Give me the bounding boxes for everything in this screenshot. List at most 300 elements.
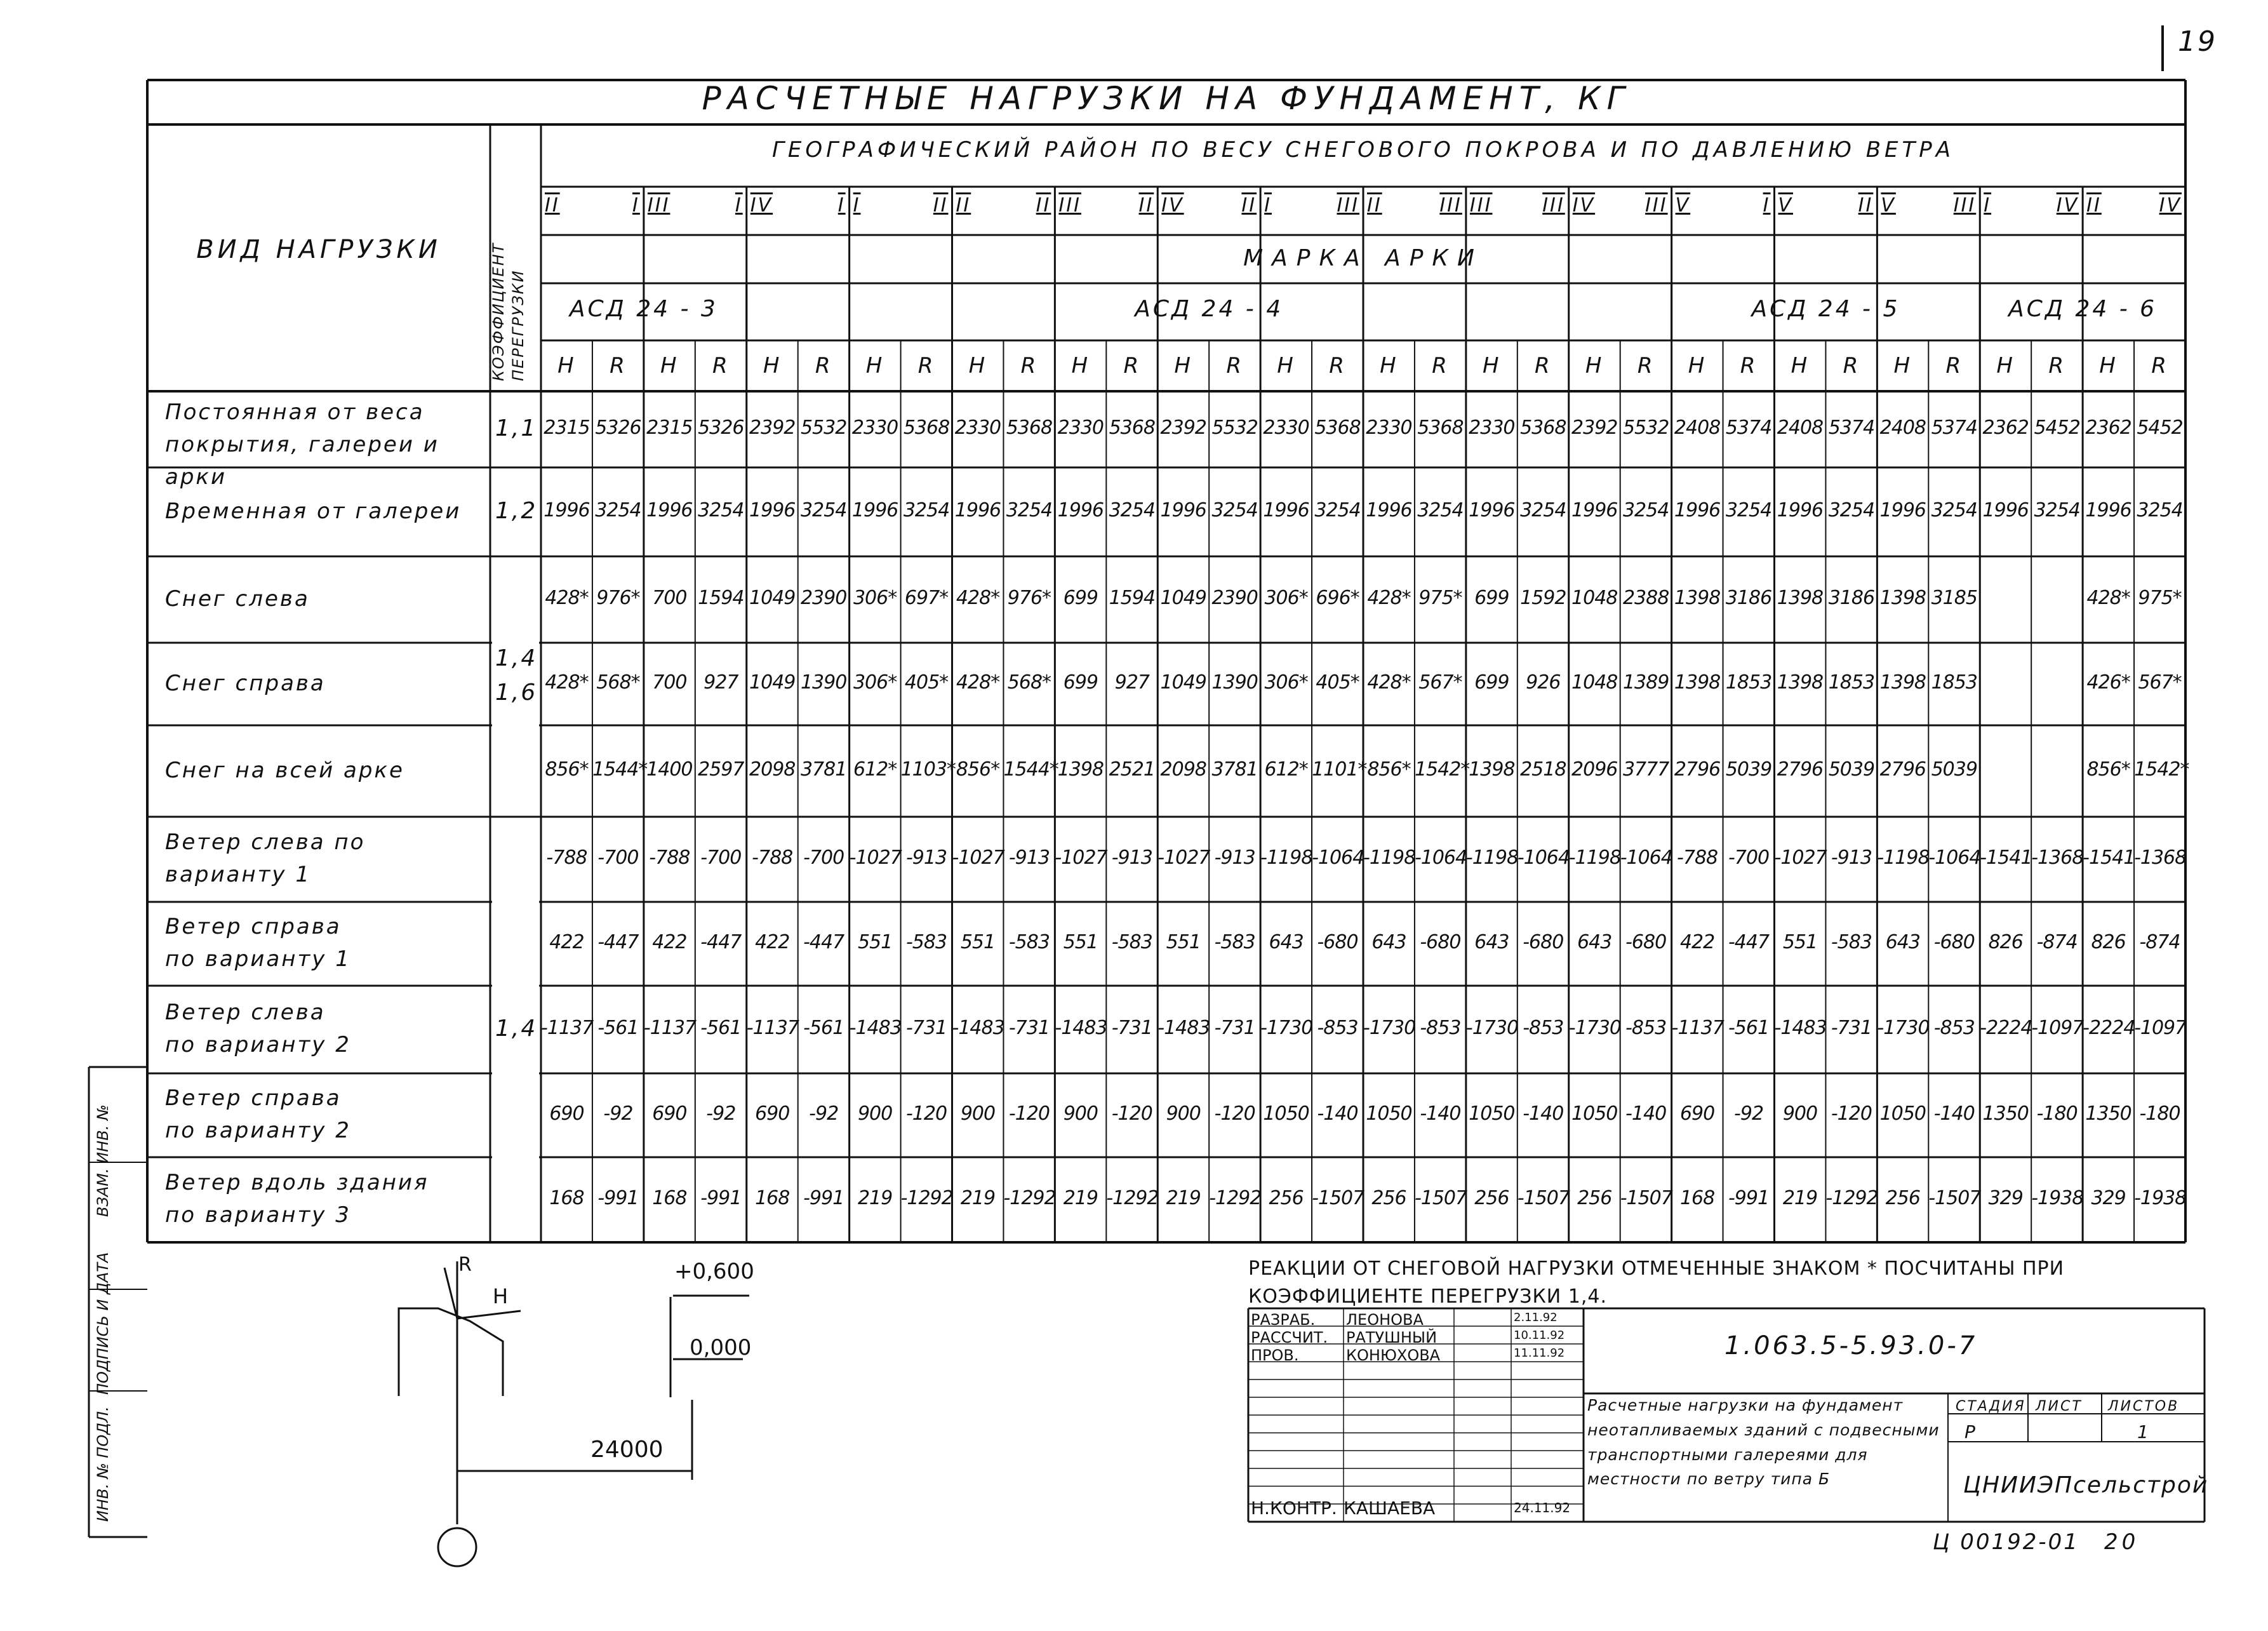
table-cell: 2796 [1777, 758, 1824, 781]
region-cell-left: I [1984, 194, 1992, 217]
table-cell: 168 [755, 1187, 790, 1209]
arch-group-label: АСД 24 - 3 [569, 296, 718, 322]
table-cell: -731 [1214, 1017, 1255, 1039]
norm-control-date: 24.11.92 [1514, 1500, 1571, 1515]
table-cell: 3254 [903, 499, 950, 521]
r-column-label: R [1637, 353, 1655, 379]
table-cell: 1996 [954, 499, 1001, 521]
table-cell: 2518 [1520, 758, 1566, 781]
region-cell-right: III [1337, 194, 1359, 217]
document-code: 1.063.5-5.93.0-7 [1724, 1331, 1978, 1360]
table-cell: -1730 [1568, 1017, 1621, 1039]
table-cell: 422 [549, 931, 584, 953]
table-cell: -447 [803, 931, 844, 953]
table-cell: -874 [2139, 931, 2180, 953]
table-cell: 5039 [1931, 758, 1977, 781]
table-cell: 1398 [1469, 758, 1515, 781]
table-cell: -788 [546, 847, 587, 869]
table-cell: -680 [1420, 931, 1461, 953]
region-cell-right: IV [2056, 194, 2079, 217]
title-block-name: РАТУШНЫЙ [1346, 1329, 1438, 1346]
table-cell: 2330 [1366, 417, 1412, 439]
table-cell: -92 [809, 1103, 839, 1125]
table-cell: 700 [652, 671, 687, 694]
region-cell-right: IV [2159, 194, 2182, 217]
table-cell: -140 [1523, 1103, 1564, 1125]
table-cell: 1996 [1057, 499, 1104, 521]
table-cell: 1996 [1469, 499, 1515, 521]
table-cell: -1483 [849, 1017, 902, 1039]
arch-brand-header: МАРКА АРКИ [1243, 245, 1483, 271]
table-cell: -1368 [2134, 847, 2187, 869]
table-cell: 256 [1269, 1187, 1304, 1209]
document-number: Ц 00192-01 [1933, 1529, 2079, 1555]
norm-control-role: Н.КОНТР. [1251, 1498, 1337, 1519]
side-stamp-replace: ВЗАМ. ИНВ. № [94, 1104, 112, 1217]
row-label: Ветер справа по варианту 2 [165, 1085, 351, 1143]
table-cell: -991 [700, 1187, 742, 1209]
table-cell: 5368 [1314, 417, 1361, 439]
title-block-date: 10.11.92 [1514, 1329, 1565, 1342]
table-cell: 1544* [1003, 758, 1058, 781]
table-cell: 1544* [592, 758, 648, 781]
r-column-label: R [712, 353, 730, 379]
table-cell: 2096 [1571, 758, 1618, 781]
table-cell: -140 [1625, 1103, 1667, 1125]
table-cell: -913 [1111, 847, 1152, 869]
table-cell: -180 [2139, 1103, 2180, 1125]
table-cell: -120 [1214, 1103, 1255, 1125]
table-cell: 306* [1264, 587, 1308, 609]
table-cell: 5039 [1725, 758, 1772, 781]
table-cell: 856* [956, 758, 1000, 781]
table-cell: 256 [1371, 1187, 1406, 1209]
table-cell: 1050 [1571, 1103, 1618, 1125]
r-column-label: R [815, 353, 832, 379]
table-cell: -140 [1933, 1103, 1975, 1125]
table-cell: -1541 [1980, 847, 2032, 869]
table-cell: 2597 [698, 758, 744, 781]
table-cell: -447 [700, 931, 742, 953]
table-cell: -561 [1728, 1017, 1770, 1039]
table-cell: 1996 [749, 499, 796, 521]
table-cell: -680 [1523, 931, 1564, 953]
table-cell: -1730 [1465, 1017, 1519, 1039]
table-cell: 428* [545, 587, 589, 609]
table-cell: -1507 [1620, 1187, 1672, 1209]
table-cell: 643 [1885, 931, 1920, 953]
table-cell: -561 [803, 1017, 844, 1039]
table-cell: -2224 [1980, 1017, 2032, 1039]
table-cell: -1938 [2031, 1187, 2084, 1209]
table-cell: -92 [1734, 1103, 1764, 1125]
table-cell: -731 [1831, 1017, 1872, 1039]
region-cell-right: III [1542, 194, 1565, 217]
table-cell: 856* [2086, 758, 2130, 781]
table-cell: 3777 [1622, 758, 1669, 781]
r-column-label: R [1123, 353, 1141, 379]
region-cell-left: IV [750, 194, 773, 217]
region-cell-left: III [1469, 194, 1493, 217]
title-block-role: РАЗРАБ. [1251, 1311, 1316, 1329]
h-column-label: H [1071, 353, 1090, 379]
table-cell: 690 [1679, 1103, 1715, 1125]
region-cell-left: III [647, 194, 670, 217]
region-cell-right: I [632, 194, 640, 217]
title-block-date: 2.11.92 [1514, 1311, 1558, 1324]
table-cell: 5374 [1725, 417, 1772, 439]
table-cell: 2330 [1057, 417, 1104, 439]
table-cell: -1292 [1003, 1187, 1056, 1209]
level-top-label: +0,600 [674, 1259, 754, 1284]
table-cell: -913 [1831, 847, 1872, 869]
table-cell: -1730 [1877, 1017, 1930, 1039]
table-cell: 5374 [1828, 417, 1875, 439]
row-label: Ветер слева по варианту 2 [165, 1000, 351, 1057]
table-cell: -853 [1625, 1017, 1667, 1039]
table-cell: -1292 [1209, 1187, 1262, 1209]
snow-coefficient: 1,4 1,6 [495, 645, 538, 706]
table-cell: 696* [1316, 587, 1359, 609]
table-cell: 219 [960, 1187, 996, 1209]
table-cell: 1996 [2085, 499, 2131, 521]
sheets-value: 1 [2137, 1421, 2151, 1442]
title-block-name: ЛЕОНОВА [1346, 1311, 1424, 1329]
table-cell: -583 [905, 931, 947, 953]
table-cell: 900 [1166, 1103, 1201, 1125]
table-cell: 428* [2086, 587, 2130, 609]
table-cell: 1050 [1879, 1103, 1926, 1125]
table-cell: 1853 [1828, 671, 1875, 694]
table-cell: 2098 [749, 758, 796, 781]
table-cell: 256 [1577, 1187, 1612, 1209]
region-cell-left: II [545, 194, 560, 217]
table-cell: 3254 [1314, 499, 1361, 521]
table-cell: -180 [2036, 1103, 2078, 1125]
table-cell: 405* [904, 671, 949, 694]
table-cell: -1027 [1774, 847, 1827, 869]
table-cell: 5368 [1417, 417, 1464, 439]
table-cell: 5532 [800, 417, 847, 439]
region-cell-right: II [1036, 194, 1051, 217]
table-cell: 2315 [646, 417, 693, 439]
table-cell: -1507 [1414, 1187, 1467, 1209]
table-cell: -92 [706, 1103, 736, 1125]
table-cell: -1198 [1877, 847, 1930, 869]
table-cell: 567* [2138, 671, 2182, 694]
table-cell: 1853 [1931, 671, 1977, 694]
table-cell: -853 [1317, 1017, 1358, 1039]
table-cell: 219 [1782, 1187, 1818, 1209]
table-cell: -140 [1420, 1103, 1461, 1125]
table-cell: 3781 [1211, 758, 1258, 781]
table-cell: 2392 [1571, 417, 1618, 439]
table-cell: 1996 [1263, 499, 1309, 521]
table-cell: 329 [2091, 1187, 2126, 1209]
table-cell: 568* [596, 671, 640, 694]
table-cell: -583 [1831, 931, 1872, 953]
r-column-label: R [1740, 353, 1758, 379]
h-column-label: H [1380, 353, 1398, 379]
load-type-header: ВИД НАГРУЗКИ [196, 235, 441, 264]
region-cell-right: III [1645, 194, 1668, 217]
side-stamp-inv: ИНВ. № ПОДЛ. [94, 1406, 112, 1522]
row-coefficient: 1,1 [495, 415, 538, 441]
table-cell: 1853 [1725, 671, 1772, 694]
table-cell: 3254 [2137, 499, 2183, 521]
table-cell: 2390 [800, 587, 847, 609]
table-cell: -1507 [1517, 1187, 1570, 1209]
title-block-role: ПРОВ. [1251, 1346, 1299, 1364]
table-cell: 168 [652, 1187, 687, 1209]
table-cell: 567* [1418, 671, 1462, 694]
table-cell: 1398 [1879, 587, 1926, 609]
table-cell: 422 [652, 931, 687, 953]
table-cell: 1050 [1469, 1103, 1515, 1125]
table-cell: -874 [2036, 931, 2078, 953]
r-column-label: R [2151, 353, 2168, 379]
region-cell-left: V [1881, 194, 1896, 217]
table-cell: -1198 [1568, 847, 1621, 869]
table-cell: 1592 [1520, 587, 1566, 609]
table-cell: 1996 [851, 499, 898, 521]
table-cell: 3254 [1520, 499, 1566, 521]
table-cell: 551 [960, 931, 996, 953]
table-cell: 2098 [1160, 758, 1206, 781]
sheets-label: ЛИСТОВ [2108, 1399, 2180, 1414]
table-cell: -1064 [1517, 847, 1570, 869]
table-cell: 976* [1007, 587, 1051, 609]
h-column-label: H [2099, 353, 2118, 379]
table-cell: 5326 [698, 417, 744, 439]
table-cell: 3185 [1931, 587, 1977, 609]
table-cell: 422 [755, 931, 790, 953]
table-cell: -731 [1008, 1017, 1050, 1039]
table-cell: -1137 [746, 1017, 799, 1039]
table-cell: -2224 [2083, 1017, 2135, 1039]
table-cell: -447 [1728, 931, 1770, 953]
table-cell: 1050 [1263, 1103, 1309, 1125]
table-cell: 900 [857, 1103, 893, 1125]
table-cell: 927 [704, 671, 738, 694]
table-cell: 5368 [903, 417, 950, 439]
table-cell: 2362 [2085, 417, 2131, 439]
table-cell: 1398 [1674, 671, 1721, 694]
table-cell: 1996 [1160, 499, 1206, 521]
table-cell: 699 [1063, 587, 1098, 609]
r-column-label: R [1945, 353, 1963, 379]
table-cell: -1198 [1260, 847, 1313, 869]
h-column-label: H [1688, 353, 1707, 379]
table-cell: 5532 [1622, 417, 1669, 439]
table-cell: 551 [1063, 931, 1098, 953]
table-cell: 551 [1782, 931, 1818, 953]
table-cell: 900 [1063, 1103, 1098, 1125]
table-cell: -913 [905, 847, 947, 869]
table-cell: 3254 [1417, 499, 1464, 521]
table-cell: 3186 [1828, 587, 1875, 609]
table-cell: 256 [1885, 1187, 1920, 1209]
table-cell: 3254 [1109, 499, 1155, 521]
table-cell: 3254 [1725, 499, 1772, 521]
table-cell: -1292 [900, 1187, 953, 1209]
table-cell: 643 [1474, 931, 1509, 953]
row-label: Ветер справа по варианту 1 [165, 914, 351, 972]
r-column-label: R [1432, 353, 1449, 379]
table-cell: -1483 [952, 1017, 1004, 1039]
table-cell: 5368 [1006, 417, 1053, 439]
table-cell: -1097 [2031, 1017, 2084, 1039]
table-cell: 5452 [2034, 417, 2080, 439]
table-cell: 568* [1007, 671, 1051, 694]
table-cell: -1198 [1363, 847, 1416, 869]
table-cell: -680 [1625, 931, 1667, 953]
table-cell: 643 [1371, 931, 1406, 953]
region-cell-right: II [933, 194, 949, 217]
table-cell: -1027 [1157, 847, 1210, 869]
table-cell: 3254 [2034, 499, 2080, 521]
reaction-r-label: R [458, 1254, 472, 1276]
table-cell: -1137 [643, 1017, 697, 1039]
table-cell: 2392 [749, 417, 796, 439]
table-cell: -700 [803, 847, 844, 869]
table-cell: -1027 [1055, 847, 1107, 869]
table-cell: 2362 [1982, 417, 2029, 439]
region-cell-right: II [1241, 194, 1257, 217]
table-cell: 1398 [1777, 587, 1824, 609]
table-cell: 306* [853, 671, 897, 694]
table-cell: -583 [1111, 931, 1152, 953]
table-cell: 3254 [698, 499, 744, 521]
title-block-date: 11.11.92 [1514, 1346, 1565, 1360]
arch-group-label: АСД 24 - 5 [1751, 296, 1900, 322]
table-cell: 1049 [1160, 587, 1206, 609]
table-cell: 690 [549, 1103, 584, 1125]
arch-group-label: АСД 24 - 6 [2008, 296, 2158, 322]
region-cell-right: I [1763, 194, 1771, 217]
table-cell: -1027 [952, 847, 1004, 869]
table-cell: 612* [853, 758, 897, 781]
table-cell: 3781 [800, 758, 847, 781]
table-cell: 2408 [1777, 417, 1824, 439]
h-column-label: H [968, 353, 987, 379]
table-cell: 551 [857, 931, 893, 953]
document-description: Расчетные нагрузки на фундамент неотапливаемых зданий с подвесными транспортными галереями для местности по ветру типа Б [1587, 1396, 1940, 1489]
table-cell: 856* [545, 758, 589, 781]
table-cell: -120 [1831, 1103, 1872, 1125]
table-cell: 428* [956, 587, 1000, 609]
table-cell: -1368 [2031, 847, 2084, 869]
row-label: Ветер вдоль здания по варианту 3 [165, 1170, 429, 1228]
table-cell: 3186 [1725, 587, 1772, 609]
table-cell: 2390 [1211, 587, 1258, 609]
stage-value: Р [1964, 1421, 1977, 1442]
r-column-label: R [1020, 353, 1038, 379]
h-column-label: H [660, 353, 679, 379]
table-cell: 2330 [1263, 417, 1309, 439]
table-cell: 826 [2091, 931, 2126, 953]
region-cell-right: I [735, 194, 743, 217]
table-cell: 219 [857, 1187, 893, 1209]
region-cell-left: II [956, 194, 971, 217]
table-cell: -788 [649, 847, 690, 869]
table-cell: 3254 [1828, 499, 1875, 521]
table-cell: 5368 [1109, 417, 1155, 439]
table-cell: 927 [1114, 671, 1149, 694]
table-cell: 690 [652, 1103, 687, 1125]
table-cell: 3254 [595, 499, 641, 521]
table-cell: -913 [1008, 847, 1050, 869]
table-cell: -700 [1728, 847, 1770, 869]
table-cell: -731 [1111, 1017, 1152, 1039]
row-label: Постоянная от веса покрытия, галереи и арки [165, 399, 439, 490]
table-cell: -1292 [1106, 1187, 1159, 1209]
row-coefficient: 1,2 [495, 498, 538, 524]
region-cell-left: II [2086, 194, 2102, 217]
table-cell: -92 [603, 1103, 633, 1125]
table-cell: -1541 [2083, 847, 2135, 869]
table-cell: 699 [1474, 671, 1509, 694]
h-column-label: H [1483, 353, 1501, 379]
region-cell-right: III [1439, 194, 1462, 217]
table-cell: -680 [1317, 931, 1358, 953]
table-cell: 2330 [1469, 417, 1515, 439]
reaction-h-label: H [493, 1284, 509, 1308]
table-cell: 3254 [1622, 499, 1669, 521]
table-cell: -447 [597, 931, 639, 953]
table-cell: 1103* [900, 758, 956, 781]
region-cell-left: I [1264, 194, 1272, 217]
table-cell: 1398 [1674, 587, 1721, 609]
table-cell: 2330 [954, 417, 1001, 439]
row-label: Снег на всей арке [165, 758, 404, 783]
region-cell-left: I [853, 194, 861, 217]
page-number: 19 [2178, 25, 2217, 58]
table-cell: 1350 [1982, 1103, 2029, 1125]
table-cell: 1996 [1777, 499, 1824, 521]
table-cell: -913 [1214, 847, 1255, 869]
region-header: ГЕОГРАФИЧЕСКИЙ РАЙОН ПО ВЕСУ СНЕГОВОГО ПОКРОВА И ПО ДАВЛЕНИЮ ВЕТРА [771, 137, 1955, 163]
region-cell-right: I [837, 194, 846, 217]
table-cell: 5368 [1520, 417, 1566, 439]
table-cell: -561 [700, 1017, 742, 1039]
table-cell: 1049 [1160, 671, 1206, 694]
table-cell: 3254 [800, 499, 847, 521]
page-title: РАСЧЕТНЫЕ НАГРУЗКИ НА ФУНДАМЕНТ, КГ [702, 80, 1631, 117]
table-cell: -1730 [1363, 1017, 1416, 1039]
r-column-label: R [2048, 353, 2065, 379]
row-label: Ветер слева по варианту 1 [165, 829, 366, 887]
table-cell: 428* [1367, 671, 1411, 694]
row-coefficient: 1,4 [495, 1016, 538, 1042]
table-cell: 1594 [1109, 587, 1155, 609]
table-cell: -1064 [1620, 847, 1672, 869]
table-cell: 2330 [851, 417, 898, 439]
table-cell: 306* [853, 587, 897, 609]
table-cell: 2521 [1109, 758, 1155, 781]
table-cell: 3254 [1931, 499, 1977, 521]
row-label: Снег слева [165, 586, 310, 612]
table-cell: -1483 [1055, 1017, 1107, 1039]
region-cell-left: V [1675, 194, 1691, 217]
table-cell: 1542* [1414, 758, 1470, 781]
table-cell: -700 [597, 847, 639, 869]
table-cell: 2392 [1160, 417, 1206, 439]
norm-control-name: КАШАЕВА [1344, 1498, 1436, 1519]
table-cell: 5039 [1828, 758, 1875, 781]
table-cell: -700 [700, 847, 742, 869]
table-cell: 5452 [2137, 417, 2183, 439]
